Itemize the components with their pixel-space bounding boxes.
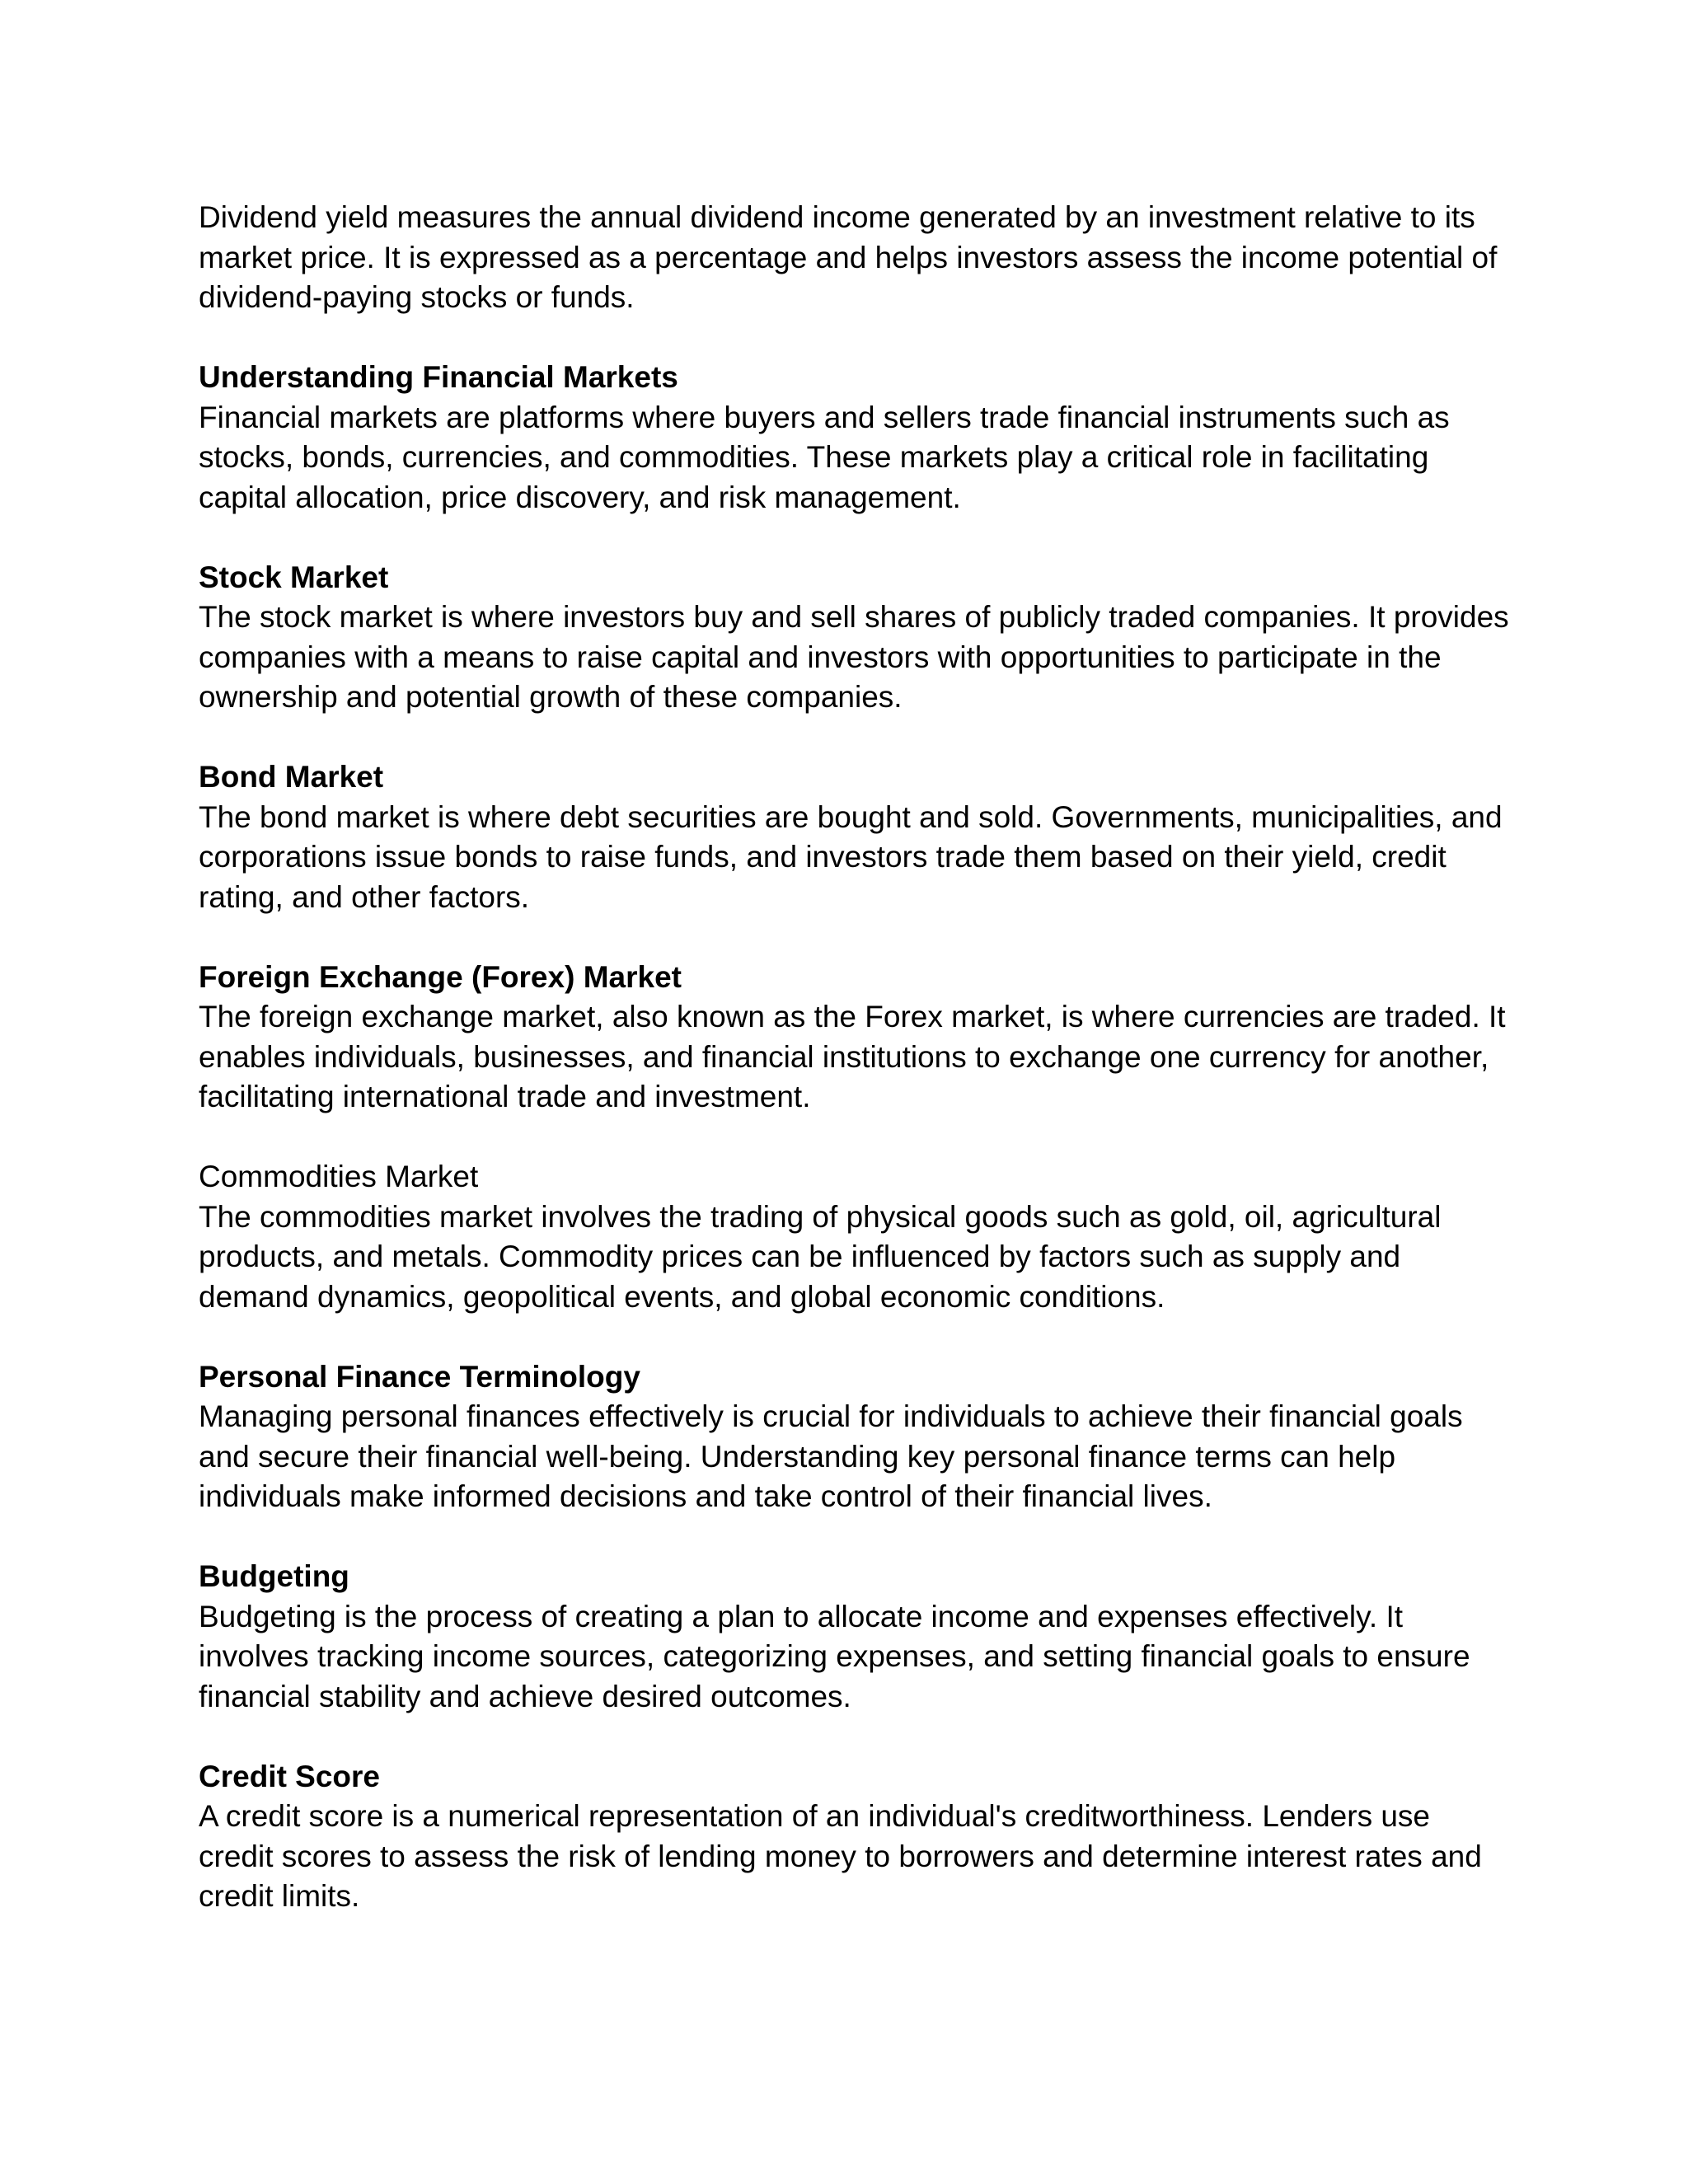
section-heading: Credit Score bbox=[199, 1759, 381, 1793]
section-paragraph: Financial markets are platforms where buyers and sellers trade financial instruments such as stocks, bonds, currencies, and commodities. These markets play a critical role in facilitating capital allocation, price discovery, and risk management. bbox=[199, 400, 1450, 514]
section-commodities-market bbox=[199, 1157, 1509, 1317]
section-paragraph: A credit score is a numerical representation of an individual's creditworthiness. Lenders use credit scores to assess the risk of lending money to borrowers and determine interest rates and credit limits. bbox=[199, 1799, 1482, 1913]
document-page bbox=[199, 198, 1509, 1957]
section-heading: Stock Market bbox=[199, 560, 389, 594]
section-personal-finance bbox=[199, 1357, 1509, 1517]
section-forex-market bbox=[199, 958, 1509, 1118]
section-stock-market bbox=[199, 558, 1509, 718]
intro-paragraph: Dividend yield measures the annual dividend income generated by an investment relative to its market price. It is expressed as a percentage and helps investors assess the income potential of dividend-paying stocks or funds. bbox=[199, 200, 1498, 314]
section-heading: Personal Finance Terminology bbox=[199, 1359, 640, 1394]
section-paragraph: The foreign exchange market, also known as the Forex market, is where currencies are traded. It enables individuals, businesses, and financial institutions to exchange one currency for another, facilitating international trade and investment. bbox=[199, 1000, 1506, 1113]
section-paragraph: The bond market is where debt securities are bought and sold. Governments, municipalities, and corporations issue bonds to raise funds, and investors trade them based on their yield, credit rating, and other factors. bbox=[199, 799, 1503, 914]
section-heading: Commodities Market bbox=[199, 1160, 479, 1193]
section-heading: Budgeting bbox=[199, 1559, 349, 1593]
section-paragraph: The stock market is where investors buy and sell shares of publicly traded companies. It provides companies with a means to raise capital and investors with opportunities to participate in the ownership and potential growth of these companies. bbox=[199, 600, 1509, 714]
section-credit-score bbox=[199, 1757, 1509, 1917]
section-paragraph: Managing personal finances effectively is crucial for individuals to achieve their financial goals and secure their financial well-being. Understanding key personal finance terms can help individuals make informed decisions and take control of their financial lives. bbox=[199, 1399, 1463, 1513]
section-paragraph: The commodities market involves the trading of physical goods such as gold, oil, agricultural products, and metals. Commodity prices can be influenced by factors such as supply and demand dynamics, geopolitical events, and global economic conditions. bbox=[199, 1199, 1442, 1314]
intro-block bbox=[199, 198, 1509, 318]
section-heading: Foreign Exchange (Forex) Market bbox=[199, 959, 682, 994]
section-budgeting bbox=[199, 1557, 1509, 1717]
section-heading: Bond Market bbox=[199, 760, 384, 794]
section-bond-market bbox=[199, 757, 1509, 917]
section-financial-markets bbox=[199, 358, 1509, 518]
section-paragraph: Budgeting is the process of creating a plan to allocate income and expenses effectively. It involves tracking income sources, categorizing expenses, and setting financial goals to ensure financial stability and achieve desired outcomes. bbox=[199, 1599, 1470, 1713]
section-heading: Understanding Financial Markets bbox=[199, 360, 678, 394]
